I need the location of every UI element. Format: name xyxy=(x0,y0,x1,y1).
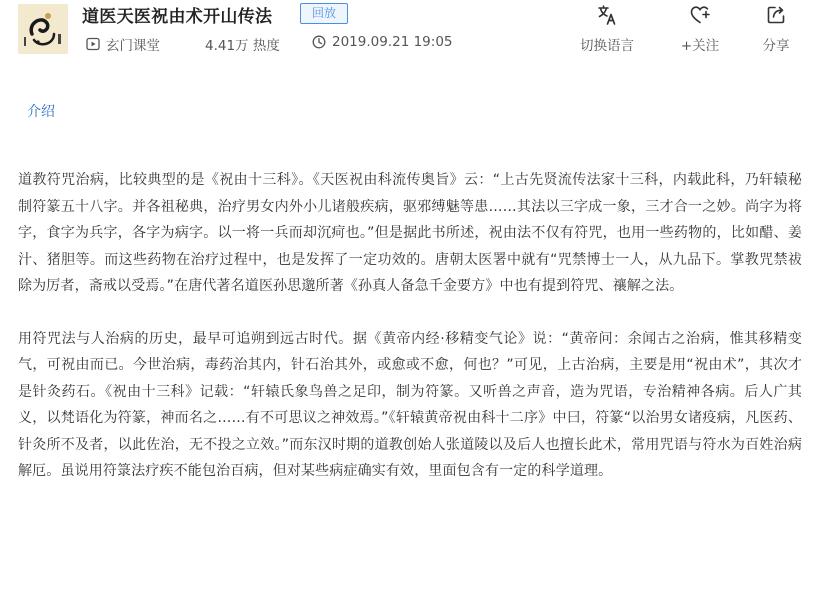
translate-icon xyxy=(596,4,618,26)
follow-label: +关注 xyxy=(680,38,720,54)
heat-count: 4.41万 热度 xyxy=(205,38,280,54)
intro-article xyxy=(18,167,802,485)
article-paragraph: 用符咒法与人治病的历史，最早可追朔到远古时代。据《黄帝内经·移精变气论》说：“黄帝问：余闻古之治病，惟其移精变气，可祝由而已。今世治病，毒药治其内，针石治其外，或愈或不愈，何也？”可见，上古治病，主要是用“祝由术”，其次才是针灸药石。《祝由十三科》记载：“轩辕氏象鸟兽之足印，制为符篆。又听兽之声音，造为咒语，专治精神各病。后人广其义，以梵语化为符篆，神而名之……有不可思议之神效焉。”《轩辕黄帝祝由科十二序》中曰，符篆“以治男女诸疫病，凡医药、针灸所不及者，以此佐治，无不投之立效。”而东汉时期的道教创始人张道陵以及后人也擅长此术，常用咒语与符水为百姓治病解厄。虽说用符箓法疗疾不能包治百病，但对某些病症确实有效，里面包含有一定的科学道理。 xyxy=(18,330,802,479)
video-title: 道医天医祝由术开山传法 xyxy=(82,7,273,27)
follow-button[interactable] xyxy=(667,4,733,54)
channel-name: 玄门课堂 xyxy=(106,38,160,54)
publish-date: 2019.09.21 19:05 xyxy=(332,34,453,50)
play-square-icon xyxy=(86,37,100,51)
share-button[interactable] xyxy=(743,4,809,54)
tab-intro[interactable]: 介绍 xyxy=(27,104,55,120)
clock-icon xyxy=(312,35,326,49)
switch-language-button[interactable] xyxy=(574,4,640,54)
channel-link[interactable] xyxy=(86,34,160,54)
article-paragraph: 道教符咒治病，比较典型的是《祝由十三科》。《天医祝由科流传奥旨》云：“上古先贤流传法家十三科，内载此科，乃轩辕秘制符篆五十八字。并各祖秘典，治疗男女内外小儿诸般疾病，驱邪缚魅等患……其法以三字成一象，三才合一之妙。尚字为将字，食字为兵字，各字为病字。以一将一兵而却沉疴也。”但是据此书所述，祝由法不仅有符咒，也用一些药物的，比如醋、姜汁、猪胆等。而这些药物在治疗过程中，也是发挥了一定功效的。唐朝太医署中就有“咒禁博士一人，从九品下。掌教咒禁祓除为厉者，斋戒以受焉。”在唐代著名道医孙思邈所著《孙真人备急千金要方》中也有提到符咒、禳解之法。 xyxy=(18,172,802,294)
switch-language-label: 切换语言 xyxy=(580,38,634,54)
heart-plus-icon xyxy=(689,4,711,26)
share-label: 分享 xyxy=(762,38,790,54)
share-icon xyxy=(765,4,787,26)
publish-time xyxy=(312,34,453,50)
channel-cover-image[interactable] xyxy=(18,4,68,54)
replay-badge: 回放 xyxy=(300,3,348,24)
taiji-logo-icon xyxy=(18,4,68,54)
